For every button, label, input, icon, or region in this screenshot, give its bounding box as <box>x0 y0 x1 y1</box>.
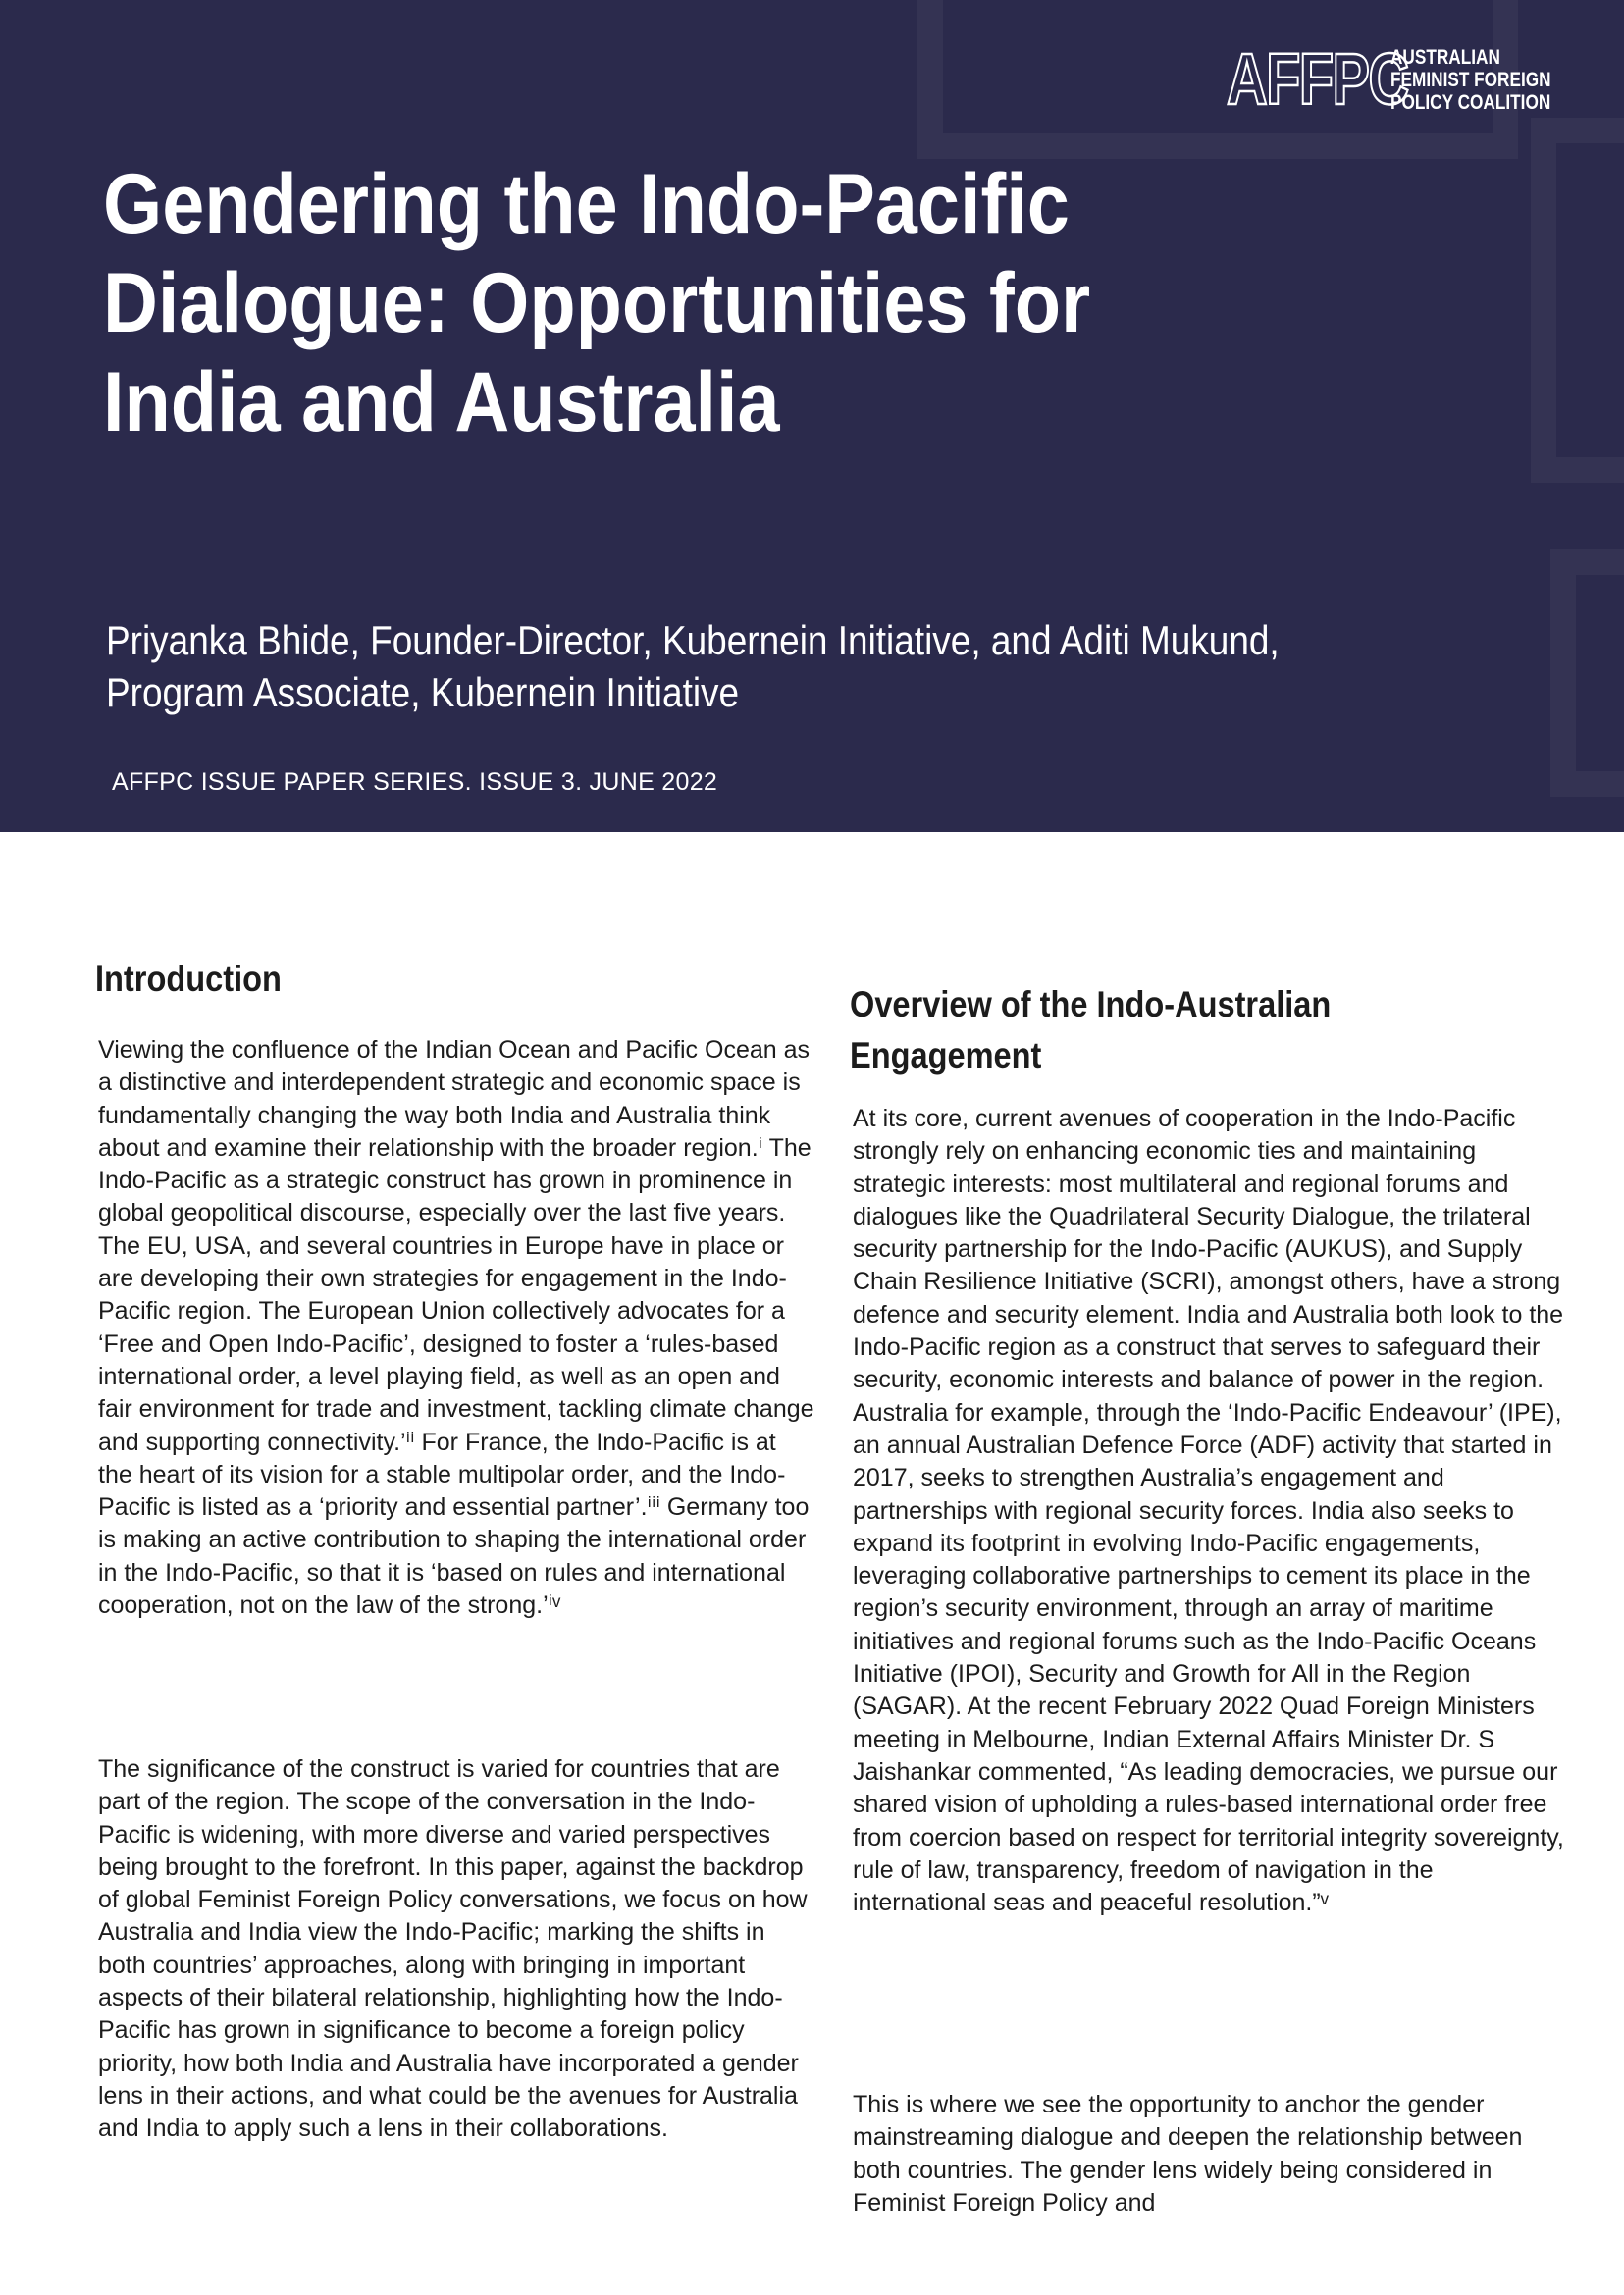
logo-line-1: AUSTRALIAN <box>1390 45 1500 69</box>
logo-line-3: POLICY COALITION <box>1390 90 1551 114</box>
logo-wordmark <box>1390 46 1551 114</box>
affpc-logo <box>1227 38 1587 120</box>
overview-paragraph-2: This is where we see the opportunity to anchor the gender mainstreaming dialogue and deepen the relationship between both countries. The gender lens widely being considered in Feminist Foreign Policy and <box>853 2091 1523 2217</box>
paper-title: Gendering the Indo-Pacific Dialogue: Opportunities for India and Australia <box>103 157 1091 449</box>
logo-line-2: FEMINIST FOREIGN <box>1390 68 1551 91</box>
header-banner <box>0 0 1624 832</box>
authors: Priyanka Bhide, Founder-Director, Kubernein Initiative, and Aditi Mukund, Program Associate, Kubernein Initiative <box>106 617 1280 715</box>
overview-paragraph-1: At its core, current avenues of cooperation in the Indo-Pacific strongly rely on enhancing economic ties and maintaining strategic interests: most multilateral and regional forums and dialogues like the Quadrilateral Security Dialogue, the trilateral security partnership for the Indo-Pacific (AUKUS), and Supply Chain Resilience Initiative (SCRI), amongst others, have a strong defence and security element. India and Australia both look to the Indo-Pacific region as a construct that serves to safeguard their security, economic interests and balance of power in the region. Australia for example, through the ‘Indo-Pacific Endeavour’ (IPE), an annual Australian Defence Force (ADF) activity that started in 2017, seeks to strengthen Australia’s engagement and partnerships with regional security forces. India also seeks to expand its footprint in evolving Indo-Pacific engagements, leveraging collaborative partnerships to cement its place in the region’s security environment, through an array of maritime initiatives and regional forums such as the Indo-Pacific Oceans Initiative (IPOI), Security and Growth for All in the Region (SAGAR). At the recent February 2022 Quad Foreign Ministers meeting in Melbourne, Indian External Affairs Minister Dr. S Jaishankar commented, “As leading democracies, we pursue our shared vision of upholding a rules-based international order free from coercion based on respect for territorial integrity sovereignty, rule of law, transparency, freedom of navigation in the international seas and peaceful resolution.”ᵛ <box>853 1105 1564 1917</box>
decorative-frame-2 <box>1531 118 1624 483</box>
overview-heading <box>850 979 1331 1081</box>
series-info: AFFPC ISSUE PAPER SERIES. ISSUE 3. JUNE 2022 <box>112 768 718 796</box>
overview-heading-line-1: Overview of the Indo-Australian <box>850 984 1332 1024</box>
overview-heading-line-2: Engagement <box>850 1035 1042 1075</box>
logo-mark: AFFPC <box>1227 38 1408 120</box>
introduction-paragraph-1: Viewing the confluence of the Indian Ocean and Pacific Ocean as a distinctive and interdependent strategic and economic space is fundamentally changing the way both India and Australia think about and examine their relationship with the broader region.ⁱ The Indo-Pacific as a strategic construct has grown in prominence in global geopolitical discourse, especially over the last five years. The EU, USA, and several countries in Europe have in place or are developing their own strategies for engagement in the Indo-Pacific region. The European Union collectively advocates for a ‘Free and Open Indo-Pacific’, designed to foster a ‘rules-based international order, a level playing field, as well as an open and fair environment for trade and investment, tackling climate change and supporting connectivity.’ⁱⁱ For France, the Indo-Pacific is at the heart of its vision for a stable multipolar order, and the Indo-Pacific is listed as a ‘priority and essential partner’.ⁱⁱⁱ Germany too is making an active contribution to shaping the international order in the Indo-Pacific, so that it is ‘based on rules and international cooperation, not on the law of the strong.’ⁱᵛ <box>98 1036 814 1620</box>
decorative-frame-3 <box>1550 549 1624 797</box>
introduction-paragraph-2: The significance of the construct is varied for countries that are part of the region. The scope of the conversation in the Indo-Pacific is widening, with more diverse and varied perspectives being brought to the forefront. In this paper, against the backdrop of global Feminist Foreign Policy conversations, we focus on how Australia and India view the Indo-Pacific; marking the shifts in both countries’ approaches, along with bringing in important aspects of their bilateral relationship, highlighting how the Indo-Pacific has grown in significance to become a foreign policy priority, how both India and Australia have incorporated a gender lens in their actions, and what could be the avenues for Australia and India to apply such a lens in their collaborations. <box>98 1755 808 2143</box>
introduction-heading: Introduction <box>95 959 282 999</box>
